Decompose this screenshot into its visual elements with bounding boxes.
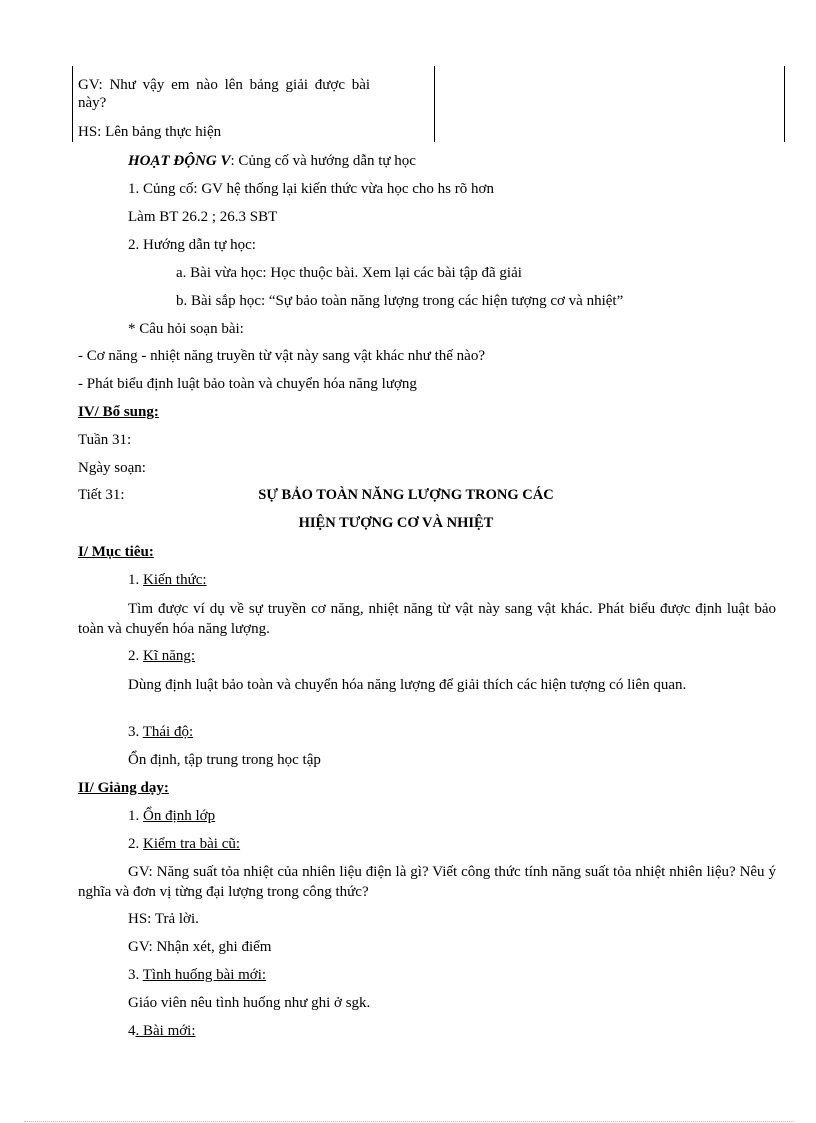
activity5-item2: 2. Hướng dẫn tự học: [128,237,256,253]
step1-label: Ổn định lớp [143,808,216,824]
activity5-heading [128,152,416,170]
activity5-question1: - Cơ năng - nhiệt năng truyền từ vật này sang vật khác như thế nào? [78,348,485,364]
step1-number: 1. [128,808,143,824]
table-hs-line: HS: Lên bảng thực hiện [78,124,222,140]
skills-heading [128,647,195,665]
supplement-heading: IV/ Bổ sung: [78,404,159,420]
step3-text: Giáo viên nêu tình huống như ghi ở sgk. [128,995,371,1011]
knowledge-heading [128,571,207,589]
step2-label: Kiểm tra bài cũ: [143,836,241,852]
step3-label: Tình huống bài mới: [142,967,267,983]
knowledge-number: 1. [128,572,143,588]
teaching-heading: II/ Giảng dạy: [78,780,169,796]
teaching-step1 [128,807,215,825]
step2-number: 2. [128,836,143,852]
lesson-title-line1: SỰ BẢO TOÀN NĂNG LƯỢNG TRONG CÁC [258,487,554,503]
gv-review: GV: Nhận xét, ghi điểm [128,939,272,955]
objectives-heading: I/ Mục tiêu: [78,544,154,560]
activity5-item2a: a. Bài vừa học: Học thuộc bài. Xem lại các bài tập đã giải [176,265,522,281]
knowledge-text: Tìm được ví dụ về sự truyền cơ năng, nhiệt năng từ vật này sang vật khác. Phát biểu được định luật bảo toàn và chuyển hóa năng lượng. [78,601,776,637]
lesson-title-line2: HIỆN TƯỢNG CƠ VÀ NHIỆT [298,515,494,531]
table-border-left [72,66,73,142]
step4-number: 4 [128,1023,136,1039]
skills-text: Dùng định luật bảo toàn và chuyển hóa năng lượng để giải thích các hiện tượng có liên quan. [128,677,687,693]
activity5-item2b: b. Bài sắp học: “Sự bảo toàn năng lượng trong các hiện tượng cơ và nhiệt” [176,293,624,309]
activity5-item1: 1. Củng cố: GV hệ thống lại kiến thức vừa học cho hs rõ hơn [128,181,494,197]
step4-label: . Bài mới: [135,1023,196,1039]
table-gv-line1: GV: Như vậy em nào lên bảng giải được bài [78,77,371,93]
lesson-date: Ngày soạn: [78,460,146,476]
activity5-heading-label: HOẠT ĐỘNG V [128,153,231,169]
lesson-period: Tiết 31: [78,487,125,503]
attitude-label: Thái độ: [142,724,194,740]
teaching-step4 [128,1022,196,1040]
skills-number: 2. [128,648,143,664]
attitude-number: 3. [128,724,143,740]
page-bottom-border [24,1121,794,1122]
activity5-questions-heading: * Câu hỏi soạn bài: [128,321,244,337]
activity5-question2: - Phát biểu định luật bảo toàn và chuyển hóa năng lượng [78,376,417,392]
activity5-heading-rest: : Củng cố và hướng dẫn tự học [230,153,416,169]
step3-number: 3. [128,967,143,983]
skills-label: Kĩ năng: [143,648,196,664]
activity5-homework: Làm BT 26.2 ; 26.3 SBT [128,209,278,225]
lesson-week: Tuần 31: [78,432,132,448]
hs-answer: HS: Trả lời. [128,911,199,927]
table-border-middle [434,66,435,142]
attitude-heading [128,723,193,741]
teaching-step2 [128,835,240,853]
knowledge-label: Kiến thức: [143,572,207,588]
teaching-step3 [128,966,266,984]
table-gv-line2: này? [78,95,107,111]
attitude-text: Ổn định, tập trung trong học tập [128,752,321,768]
table-border-right [784,66,785,142]
gv-question: GV: Năng suất tỏa nhiệt của nhiên liệu điện là gì? Viết công thức tính năng suất tỏa nhiệt nhiên liệu? Nêu ý nghĩa và đơn vị từng đại lượng trong công thức? [78,864,776,900]
